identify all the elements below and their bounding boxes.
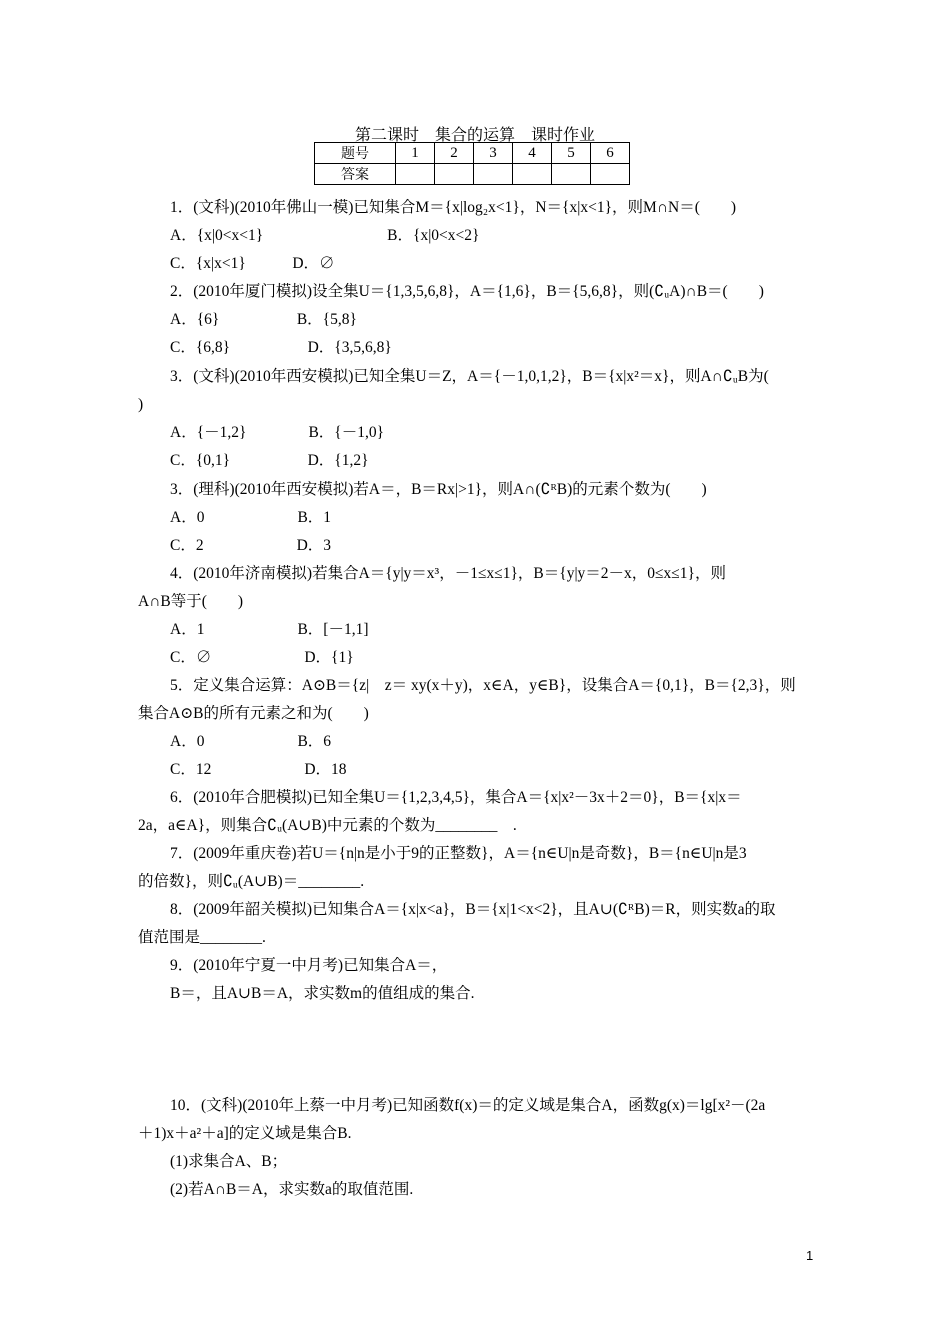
page-number: 1 [806, 1248, 814, 1263]
question-1-stem: 1．(文科)(2010年佛山一模)已知集合M＝{x|log₂x<1}，N＝{x|x<1}，则M∩N＝( ) [170, 199, 737, 216]
question-6-stem-cont: 2a，a∈A}，则集合∁ᵤ(A∪B)中元素的个数为________ . [138, 817, 517, 834]
question-4-options-ab: A．1 B．[－1,1] [170, 621, 369, 638]
question-1-options-ab: A．{x|0<x<1} B．{x|0<x<2} [170, 227, 480, 244]
question-number-cell: 5 [552, 143, 591, 164]
question-3-options-cd: C．{0,1} D．{1,2} [170, 452, 369, 469]
question-4-stem-cont: A∩B等于( ) [138, 593, 244, 610]
question-4-stem: 4．(2010年济南模拟)若集合A＝{y|y＝x³，－1≤x≤1}，B＝{y|y＝2－x，0≤x≤1}，则 [170, 565, 726, 582]
question-2-stem: 2．(2010年厦门模拟)设全集U＝{1,3,5,6,8}，A＝{1,6}，B＝{5,6,8}，则(∁ᵤA)∩B＝( ) [170, 283, 764, 300]
answer-cell[interactable] [591, 164, 630, 185]
question-10-stem: 10．(文科)(2010年上蔡一中月考)已知函数f(x)＝的定义域是集合A，函数g(x)＝lg[x²－(2a [170, 1097, 766, 1114]
question-7-stem-cont: 的倍数}，则∁ᵤ(A∪B)＝________. [138, 873, 365, 890]
question-10-part-2: (2)若A∩B＝A，求实数a的取值范围. [170, 1181, 414, 1198]
question-8-stem: 8．(2009年韶关模拟)已知集合A＝{x|x<a}，B＝{x|1<x<2}，且A∪(∁ᴿB)＝R，则实数a的取 [170, 901, 776, 918]
question-6-stem: 6．(2010年合肥模拟)已知全集U＝{1,2,3,4,5}，集合A＝{x|x²－3x＋2＝0}，B＝{x|x＝ [170, 789, 742, 806]
question-9-stem: 9．(2010年宁夏一中月考)已知集合A＝， [170, 957, 448, 974]
question-5-options-cd: C．12 D．18 [170, 761, 347, 778]
question-5-stem-cont: 集合A⊙B的所有元素之和为( ) [138, 705, 369, 722]
question-9-stem-cont: B＝，且A∪B＝A，求实数m的值组成的集合. [170, 985, 475, 1002]
answer-cell[interactable] [552, 164, 591, 185]
question-5-stem: 5．定义集合运算：A⊙B＝{z| z＝ xy(x＋y)，x∈A，y∈B}，设集合A＝{0,1}，B＝{2,3}，则 [170, 677, 796, 694]
question-number-cell: 4 [513, 143, 552, 164]
question-4-options-cd: C．∅ D．{1} [170, 649, 354, 666]
question-10-part-1: (1)求集合A、B； [170, 1153, 288, 1170]
question-5-options-ab: A．0 B．6 [170, 733, 332, 750]
question-7-stem: 7．(2009年重庆卷)若U＝{n|n是小于9的正整数}，A＝{n∈U|n是奇数}，B＝{n∈U|n是3 [170, 845, 747, 862]
answer-cell[interactable] [396, 164, 435, 185]
answer-table-header-row [315, 143, 630, 164]
question-number-cell: 3 [474, 143, 513, 164]
answer-label: 答案 [315, 164, 396, 185]
question-number-cell: 1 [396, 143, 435, 164]
question-1-options-cd: C．{x|x<1} D．∅ [170, 255, 335, 272]
question-3-science-stem: 3．(理科)(2010年西安模拟)若A＝，B＝Rx|>1}，则A∩(∁ᴿB)的元素个数为( ) [170, 481, 707, 498]
answer-table [314, 142, 630, 185]
question-2-options-cd: C．{6,8} D．{3,5,6,8} [170, 339, 392, 356]
question-3-stem-cont: ) [138, 396, 144, 413]
answer-cell[interactable] [474, 164, 513, 185]
question-number-cell: 6 [591, 143, 630, 164]
question-3-science-options-cd: C．2 D．3 [170, 537, 332, 554]
question-10-stem-cont: ＋1)x＋a²＋a]的定义域是集合B. [138, 1125, 352, 1142]
question-8-stem-cont: 值范围是________. [138, 929, 266, 946]
question-number-label: 题号 [315, 143, 396, 164]
page-title: 第二课时 集合的运算 课时作业 [354, 127, 595, 144]
answer-table-answer-row [315, 164, 630, 185]
answer-cell[interactable] [435, 164, 474, 185]
question-number-cell: 2 [435, 143, 474, 164]
question-3-stem: 3．(文科)(2010年西安模拟)已知全集U＝Z，A＝{－1,0,1,2}，B＝{x|x²＝x}，则A∩∁ᵤB为( [170, 368, 769, 385]
question-2-options-ab: A．{6} B．{5,8} [170, 311, 357, 328]
question-3-options-ab: A．{－1,2} B．{－1,0} [170, 424, 385, 441]
answer-cell[interactable] [513, 164, 552, 185]
question-3-science-options-ab: A．0 B．1 [170, 509, 332, 526]
